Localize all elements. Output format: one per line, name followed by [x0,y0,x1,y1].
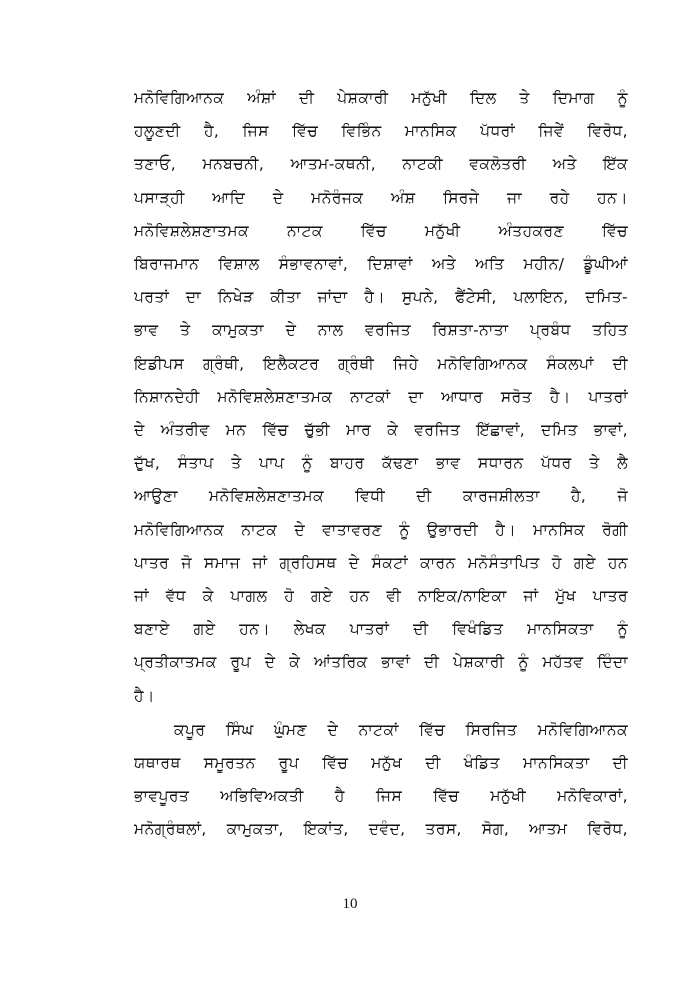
text-line: ਆਉਣਾ ਮਨੋਵਿਸ਼ਲੇਸ਼ਣਾਤਮਕ ਵਿਧੀ ਦੀ ਕਾਰਜਸ਼ੀਲਤਾ ਹੈ, ਜੋ [134,487,628,506]
text-line: ਮਨੋਵਿਗਿਆਨਕ ਅੰਸ਼ਾਂ ਦੀ ਪੇਸ਼ਕਾਰੀ ਮਨੁੱਖੀ ਦਿਲ ਤੇ ਦਿਮਾਗ ਨੂੰ [134,89,628,107]
text-line: ਨਿਸ਼ਾਨਦੇਹੀ ਮਨੋਵਿਸ਼ਲੇਸ਼ਣਾਤਮਕ ਨਾਟਕਾਂ ਦਾ ਆਧਾਰ ਸਰੋਤ ਹੈ। ਪਾਤਰਾਂ [134,387,628,406]
text-line: ਇਡੀਪਸ ਗ੍ਰੰਥੀ, ਇਲੈਕਟਰ ਗ੍ਰੰਥੀ ਜਿਹੇ ਮਨੋਵਿਗਿਆਨਕ ਸੰਕਲਪਾਂ ਦੀ [134,354,628,373]
body-text [134,82,628,847]
page-number: 10 [342,896,358,912]
text-line: ਪਸਾੜ੍ਹੀ ਆਦਿ ਦੇ ਮਨੋਰੰਜਕ ਅੰਸ਼ ਸਿਰਜੇ ਜਾ ਰਹੇ ਹਨ। [134,188,628,207]
text-line: ਜਾਂ ਵੱਧ ਕੇ ਪਾਗਲ ਹੋ ਗਏ ਹਨ ਵੀ ਨਾਇਕ/ਨਾਇਕਾ ਜਾਂ ਮੁੱਖ ਪਾਤਰ [134,587,628,606]
paragraph-2 [134,714,628,847]
text-line: ਤਣਾਓ, ਮਨਬਚਨੀ, ਆਤਮ-ਕਥਨੀ, ਨਾਟਕੀ ਵਕਲੋਤਰੀ ਅਤੇ ਇੱਕ [134,155,628,174]
paragraph-1 [134,82,628,713]
text-line: ਪਰਤਾਂ ਦਾ ਨਿਖੇੜ ਕੀਤਾ ਜਾਂਦਾ ਹੈ। ਸੁਪਨੇ, ਫੈਂਟੇਸੀ, ਪਲਾਇਨ, ਦਮਿਤ- [134,288,628,307]
text-line: ਮਨੋਵਿਗਿਆਨਕ ਨਾਟਕ ਦੇ ਵਾਤਾਵਰਣ ਨੂੰ ਉਭਾਰਦੀ ਹੈ। ਮਾਨਸਿਕ ਰੋਗੀ [134,520,628,539]
text-line: ਪਾਤਰ ਜੋ ਸਮਾਜ ਜਾਂ ਗ੍ਰਹਿਸਥ ਦੇ ਸੰਕਟਾਂ ਕਾਰਨ ਮਨੋਸੰਤਾਪਿਤ ਹੋ ਗਏ ਹਨ [134,553,628,572]
text-line: ਭਾਵ ਤੇ ਕਾਮੁਕਤਾ ਦੇ ਨਾਲ ਵਰਜਿਤ ਰਿਸ਼ਤਾ-ਨਾਤਾ ਪ੍ਰਬੰਧ ਤਹਿਤ [134,321,628,340]
text-line-last: ਹੈ। [134,686,155,705]
text-line: ਬਿਰਾਜਮਾਨ ਵਿਸ਼ਾਲ ਸੰਭਾਵਨਾਵਾਂ, ਦਿਸ਼ਾਵਾਂ ਅਤੇ ਅਤਿ ਮਹੀਨ/ ਡੂੰਘੀਆਂ [134,255,628,274]
text-line: ਭਾਵਪੂਰਤ ਅਭਿਵਿਅਕਤੀ ਹੈ ਜਿਸ ਵਿੱਚ ਮਨੁੱਖੀ ਮਨੋਵਿਕਾਰਾਂ, [134,787,628,806]
text-line: ਮਨੋਵਿਸ਼ਲੇਸ਼ਣਾਤਮਕ ਨਾਟਕ ਵਿੱਚ ਮਨੁੱਖੀ ਅੰਤਹਕਰਣ ਵਿੱਚ [134,221,628,240]
text-line: ਦੇ ਅੰਤਰੀਵ ਮਨ ਵਿੱਚ ਚੁੱਭੀ ਮਾਰ ਕੇ ਵਰਜਿਤ ਇੱਛਾਵਾਂ, ਦਮਿਤ ਭਾਵਾਂ, [134,421,628,440]
text-line: ਹਲੂਣਦੀ ਹੈ, ਜਿਸ ਵਿੱਚ ਵਿਭਿੰਨ ਮਾਨਸਿਕ ਪੱਧਰਾਂ ਜਿਵੇਂ ਵਿਰੋਧ, [134,122,628,141]
text-line: ਬਣਾਏ ਗਏ ਹਨ। ਲੇਖਕ ਪਾਤਰਾਂ ਦੀ ਵਿਖੰਡਿਤ ਮਾਨਸਿਕਤਾ ਨੂੰ [134,620,628,639]
text-line: ਯਥਾਰਥ ਸਮੂਰਤਨ ਰੂਪ ਵਿੱਚ ਮਨੁੱਖ ਦੀ ਖੰਡਿਤ ਮਾਨਸਿਕਤਾ ਦੀ [134,754,628,773]
text-line-indented: ਕਪੂਰ ਸਿੰਘ ਘੁੰਮਣ ਦੇ ਨਾਟਕਾਂ ਵਿੱਚ ਸਿਰਜਿਤ ਮਨੋਵਿਗਿਆਨਕ [174,720,628,739]
text-line: ਮਨੋਗ੍ਰੰਥਲਾਂ, ਕਾਮੁਕਤਾ, ਇਕਾਂਤ, ਦਵੰਦ, ਤਰਸ, ਸੋਗ, ਆਤਮ ਵਿਰੋਧ, [134,820,628,839]
text-line: ਪ੍ਰਤੀਕਾਤਮਕ ਰੂਪ ਦੇ ਕੇ ਆਂਤਰਿਕ ਭਾਵਾਂ ਦੀ ਪੇਸ਼ਕਾਰੀ ਨੂੰ ਮਹੱਤਵ ਦਿੰਦਾ [134,653,628,672]
text-line: ਦੁੱਖ, ਸੰਤਾਪ ਤੇ ਪਾਪ ਨੂੰ ਬਾਹਰ ਕੱਢਣਾ ਭਾਵ ਸਧਾਰਨ ਪੱਧਰ ਤੇ ਲੈ [134,454,628,473]
